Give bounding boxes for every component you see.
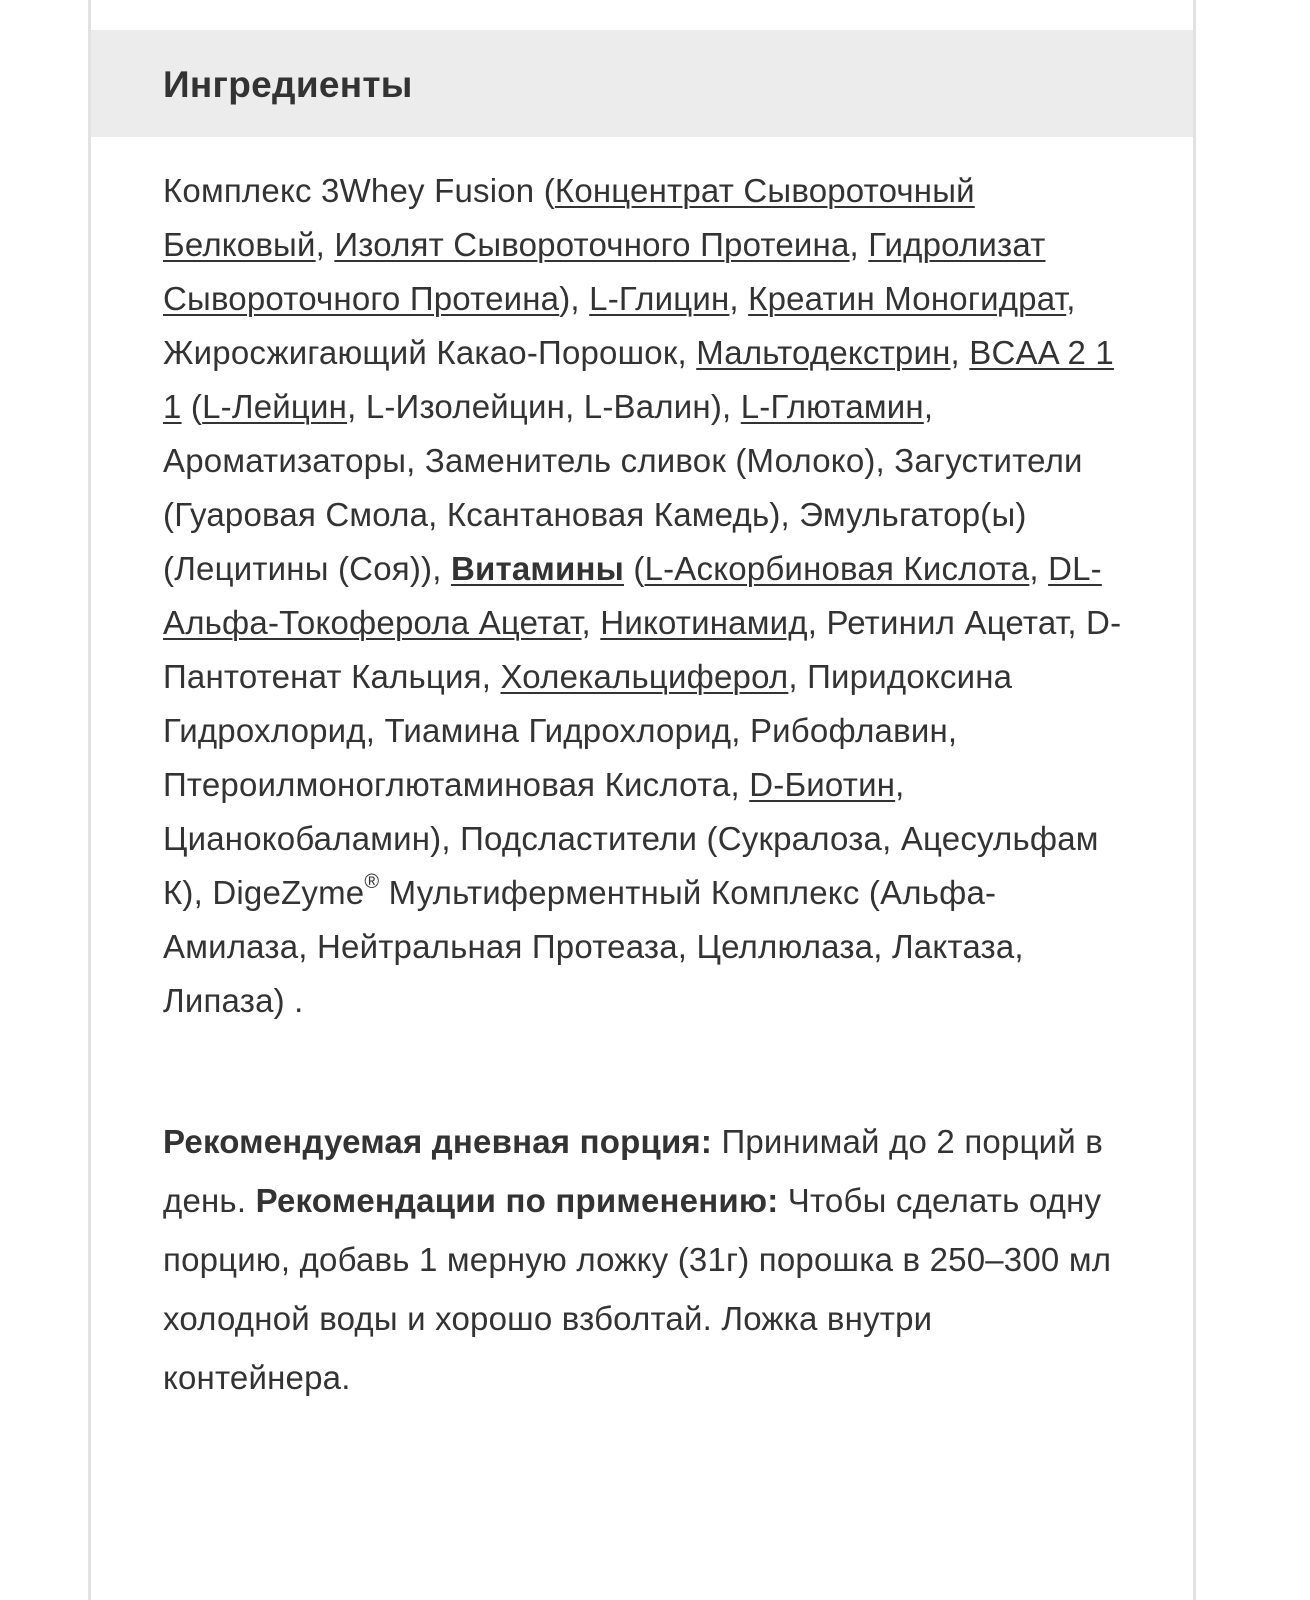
ingredient-link-glutamine[interactable]: L-Глютамин: [740, 388, 924, 425]
ingredients-text-segment: ,: [315, 226, 335, 263]
directions-text: Чтобы сделать одну порцию, добавь 1 мерную ложку (31г) порошка в 250–300 мл холодной воды и хорошо взболтай. Ложка внутри контейнера.: [163, 1182, 1112, 1396]
ingredient-link-bcaa[interactable]: BCAA 2 1 1: [163, 334, 1114, 425]
usage-text: [163, 1112, 1129, 1407]
ingredients-text-segment: Комплекс 3Whey Fusion (: [163, 172, 555, 209]
ingredient-link-biotin[interactable]: D-Биотин: [749, 766, 896, 803]
ingredients-text-segment: ,: [950, 334, 970, 371]
ingredients-section-body: [163, 164, 1129, 1407]
ingredient-link-nicotinamide[interactable]: Никотинамид: [600, 604, 808, 641]
directions-label: Рекомендации по применению:: [255, 1182, 779, 1219]
ingredients-text-segment: ),: [559, 280, 590, 317]
registered-mark: ®: [364, 871, 380, 893]
section-title: Ингредиенты: [163, 64, 413, 105]
ingredient-link-tocopherol[interactable]: DL-Альфа-Токоферола Ацетат: [163, 550, 1102, 641]
vitamins-bold-label: Витамины: [450, 550, 624, 587]
ingredients-text-segment: ,: [581, 604, 601, 641]
ingredient-link-whey-isolate[interactable]: Изолят Сывороточного Протеина: [334, 226, 850, 263]
ingredients-text-segment: ,: [1029, 550, 1049, 587]
ingredients-text-segment: ,: [729, 280, 749, 317]
ingredients-text-segment: Мультиферментный Комплекс (Альфа-Амилаза, Нейтральная Протеаза, Целлюлаза, Лактаза, Липаза) .: [163, 874, 1024, 1019]
ingredient-link-whey-hydrolysate[interactable]: Гидролизат Сывороточного Протеина: [163, 226, 1046, 317]
daily-dose-text: Принимай до 2 порций в день.: [163, 1123, 1103, 1219]
ingredients-section-header: [91, 30, 1193, 137]
ingredient-link-cholecalciferol[interactable]: Холекальциферол: [500, 658, 789, 695]
ingredients-text: [163, 164, 1129, 1028]
ingredient-link-maltodextrin[interactable]: Мальтодекстрин: [696, 334, 951, 371]
product-details-card: [88, 0, 1196, 1600]
ingredients-text-segment: , Ароматизаторы, Заменитель сливок (Молоко), Загустители (Гуаровая Смола, Ксантановая Камедь), Эмульгатор(ы) (Лецитины (Соя)),: [163, 388, 1083, 587]
ingredient-link-creatine[interactable]: Креатин Моногидрат: [748, 280, 1067, 317]
daily-dose-label: Рекомендуемая дневная порция:: [163, 1123, 713, 1160]
ingredient-link-ascorbic-acid[interactable]: L-Аскорбиновая Кислота: [644, 550, 1030, 587]
ingredients-text-segment: (: [624, 550, 645, 587]
ingredients-text-segment: (: [181, 388, 203, 425]
ingredients-text-segment: , Пиридоксина Гидрохлорид, Тиамина Гидрохлорид, Рибофлавин, Птероилмоноглютаминовая Кислота,: [163, 658, 1013, 803]
ingredient-link-glycine[interactable]: L-Глицин: [589, 280, 730, 317]
ingredients-text-segment: , Цианокобаламин), Подсластители (Сукралоза, Ацесульфам К), DigeZyme: [163, 766, 1099, 911]
ingredients-text-segment: , Ретинил Ацетат, D-Пантотенат Кальция,: [163, 604, 1122, 695]
ingredient-link-whey-concentrate[interactable]: Концентрат Сывороточный Белковый: [163, 172, 975, 263]
ingredients-text-segment: , Жиросжигающий Какао-Порошок,: [163, 280, 1076, 371]
ingredients-text-segment: , L-Изолейцин, L-Валин),: [347, 388, 741, 425]
ingredients-text-segment: ,: [849, 226, 869, 263]
ingredient-link-leucine[interactable]: L-Лейцин: [202, 388, 348, 425]
ingredient-link-vitamins[interactable]: [451, 550, 624, 587]
